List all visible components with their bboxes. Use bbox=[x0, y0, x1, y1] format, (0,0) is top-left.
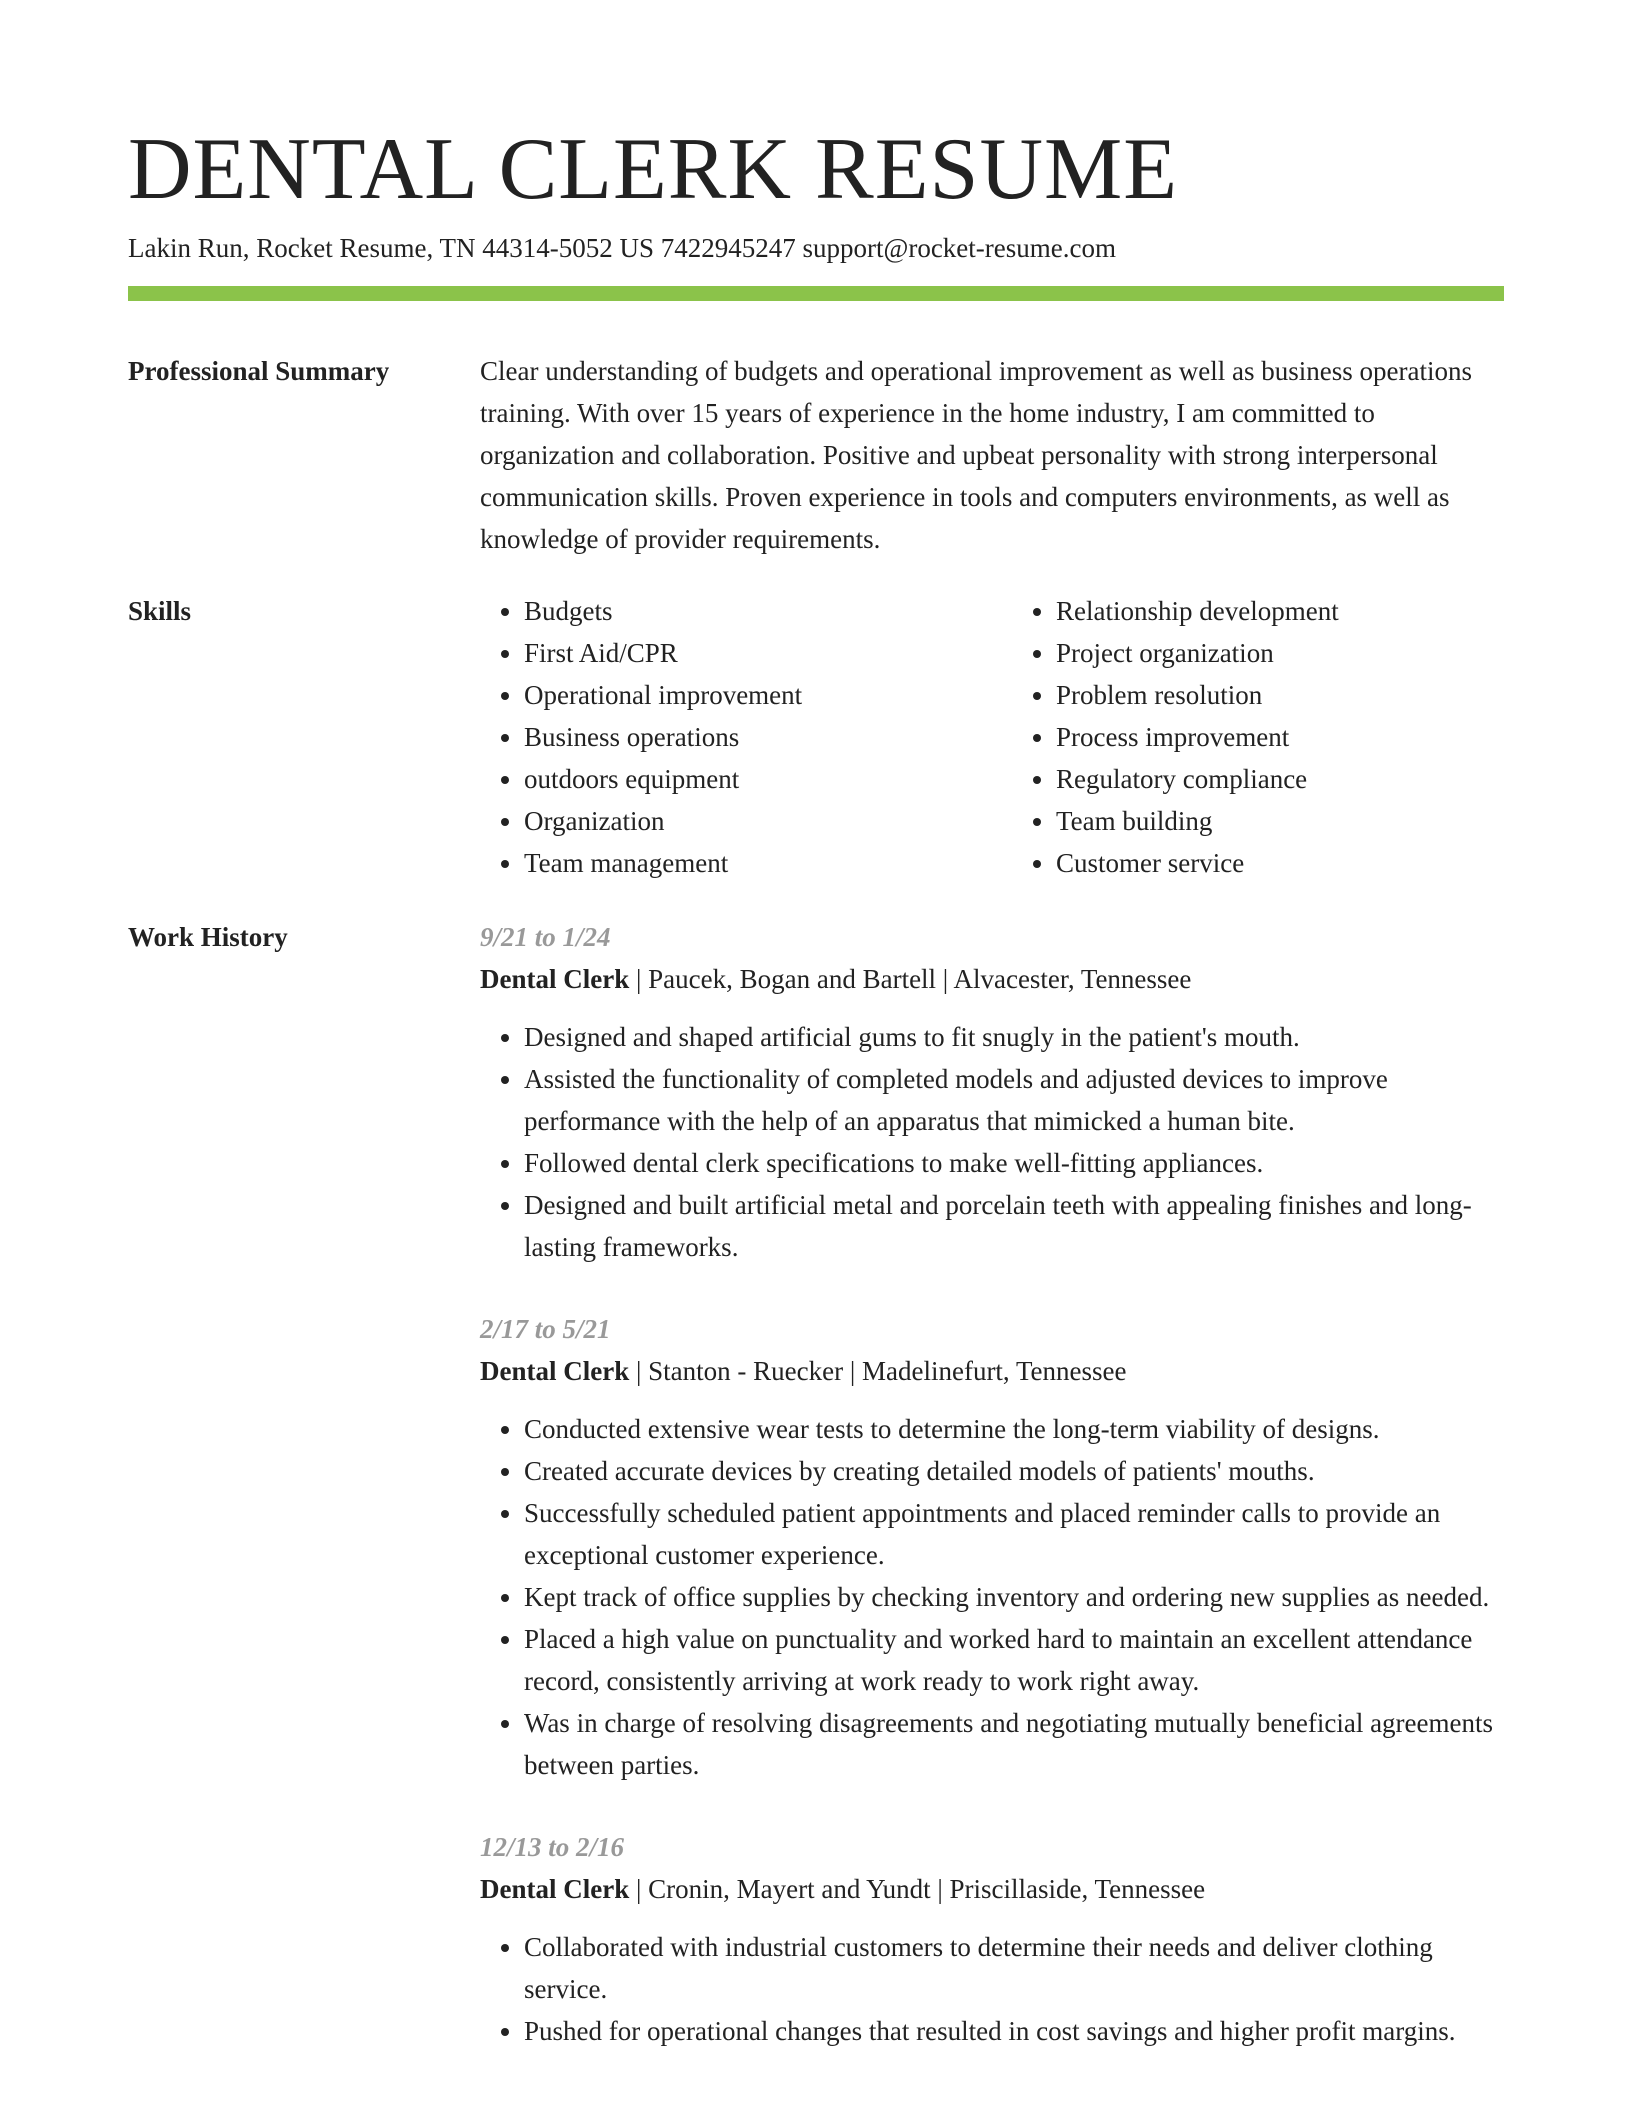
job-dates: 12/13 to 2/16 bbox=[480, 1832, 625, 1862]
job-bullet: • Successfully scheduled patient appointments and placed reminder calls to provide an exceptional customer experience. bbox=[524, 1492, 1504, 1576]
job-entry bbox=[480, 1826, 1504, 2052]
skills-column-1 bbox=[480, 590, 972, 884]
summary-text: Clear understanding of budgets and operational improvement as well as business operations training. With over 15 years of experience in the home industry, I am committed to organization and collaboration. Positive and upbeat personality with strong interpersonal communication skills. Proven experience in tools and computers environments, as well as knowledge of provider requirements. bbox=[480, 356, 1473, 554]
skill-item: • Customer service bbox=[1056, 842, 1504, 884]
job-bullet: • Pushed for operational changes that resulted in cost savings and higher profit margins. bbox=[524, 2010, 1504, 2052]
work-history-content bbox=[480, 916, 1504, 2052]
contact-line: Lakin Run, Rocket Resume, TN 44314-5052 US 7422945247 support@rocket-resume.com bbox=[128, 233, 1116, 263]
summary-content bbox=[480, 350, 1504, 560]
job-bullet: • Designed and shaped artificial gums to fit snugly in the patient's mouth. bbox=[524, 1016, 1504, 1058]
skill-item: • Operational improvement bbox=[524, 674, 972, 716]
work-history-label: Work History bbox=[128, 922, 288, 952]
skills-content bbox=[480, 590, 1504, 884]
job-bullet: • Followed dental clerk specifications to make well-fitting appliances. bbox=[524, 1142, 1504, 1184]
job-title: Dental Clerk bbox=[480, 1874, 630, 1904]
skills-column-2 bbox=[1012, 590, 1504, 884]
skills-section bbox=[128, 590, 1504, 884]
job-employer-location: | Stanton - Ruecker | Madelinefurt, Tennessee bbox=[629, 1356, 1127, 1386]
skill-item: • Team management bbox=[524, 842, 972, 884]
skill-item: • Budgets bbox=[524, 590, 972, 632]
summary-section bbox=[128, 350, 1504, 560]
job-bullet: • Placed a high value on punctuality and worked hard to maintain an excellent attendance record, consistently arriving at work ready to work right away. bbox=[524, 1618, 1504, 1702]
job-bullet: • Designed and built artificial metal and porcelain teeth with appealing finishes and long-lasting frameworks. bbox=[524, 1184, 1504, 1268]
skill-item: • First Aid/CPR bbox=[524, 632, 972, 674]
job-title: Dental Clerk bbox=[480, 964, 630, 994]
job-employer-location: | Cronin, Mayert and Yundt | Priscillaside, Tennessee bbox=[629, 1874, 1206, 1904]
job-title-line bbox=[480, 1868, 1504, 1910]
accent-divider bbox=[128, 286, 1504, 301]
job-bullet-list bbox=[480, 1016, 1504, 1268]
skills-label: Skills bbox=[128, 596, 192, 626]
job-entry bbox=[480, 1308, 1504, 1786]
job-bullet: • Collaborated with industrial customers to determine their needs and deliver clothing service. bbox=[524, 1926, 1504, 2010]
skill-item: • Problem resolution bbox=[1056, 674, 1504, 716]
resume-title: DENTAL CLERK RESUME bbox=[128, 121, 1178, 218]
job-bullet: • Conducted extensive wear tests to determine the long-term viability of designs. bbox=[524, 1408, 1504, 1450]
job-title: Dental Clerk bbox=[480, 1356, 630, 1386]
resume-body bbox=[128, 350, 1504, 2052]
skill-item: • Project organization bbox=[1056, 632, 1504, 674]
skill-item: • Organization bbox=[524, 800, 972, 842]
job-bullet: • Was in charge of resolving disagreements and negotiating mutually beneficial agreements between parties. bbox=[524, 1702, 1504, 1786]
job-bullet: • Created accurate devices by creating detailed models of patients' mouths. bbox=[524, 1450, 1504, 1492]
job-bullet-list bbox=[480, 1926, 1504, 2052]
job-bullet: • Kept track of office supplies by checking inventory and ordering new supplies as needed. bbox=[524, 1576, 1504, 1618]
skill-item: • Team building bbox=[1056, 800, 1504, 842]
job-employer-location: | Paucek, Bogan and Bartell | Alvacester, Tennessee bbox=[629, 964, 1192, 994]
skill-item: • Relationship development bbox=[1056, 590, 1504, 632]
work-history-section bbox=[128, 916, 1504, 2052]
job-bullet: • Assisted the functionality of completed models and adjusted devices to improve performance with the help of an apparatus that mimicked a human bite. bbox=[524, 1058, 1504, 1142]
skill-item: • Business operations bbox=[524, 716, 972, 758]
skills-columns bbox=[480, 590, 1504, 884]
job-dates: 2/17 to 5/21 bbox=[480, 1314, 611, 1344]
job-title-line bbox=[480, 958, 1504, 1000]
job-entry bbox=[480, 916, 1504, 1268]
job-dates: 9/21 to 1/24 bbox=[480, 922, 611, 952]
job-bullet-list bbox=[480, 1408, 1504, 1786]
summary-label: Professional Summary bbox=[128, 356, 390, 386]
job-title-line bbox=[480, 1350, 1504, 1392]
skill-item: • Process improvement bbox=[1056, 716, 1504, 758]
skill-item: • outdoors equipment bbox=[524, 758, 972, 800]
skill-item: • Regulatory compliance bbox=[1056, 758, 1504, 800]
